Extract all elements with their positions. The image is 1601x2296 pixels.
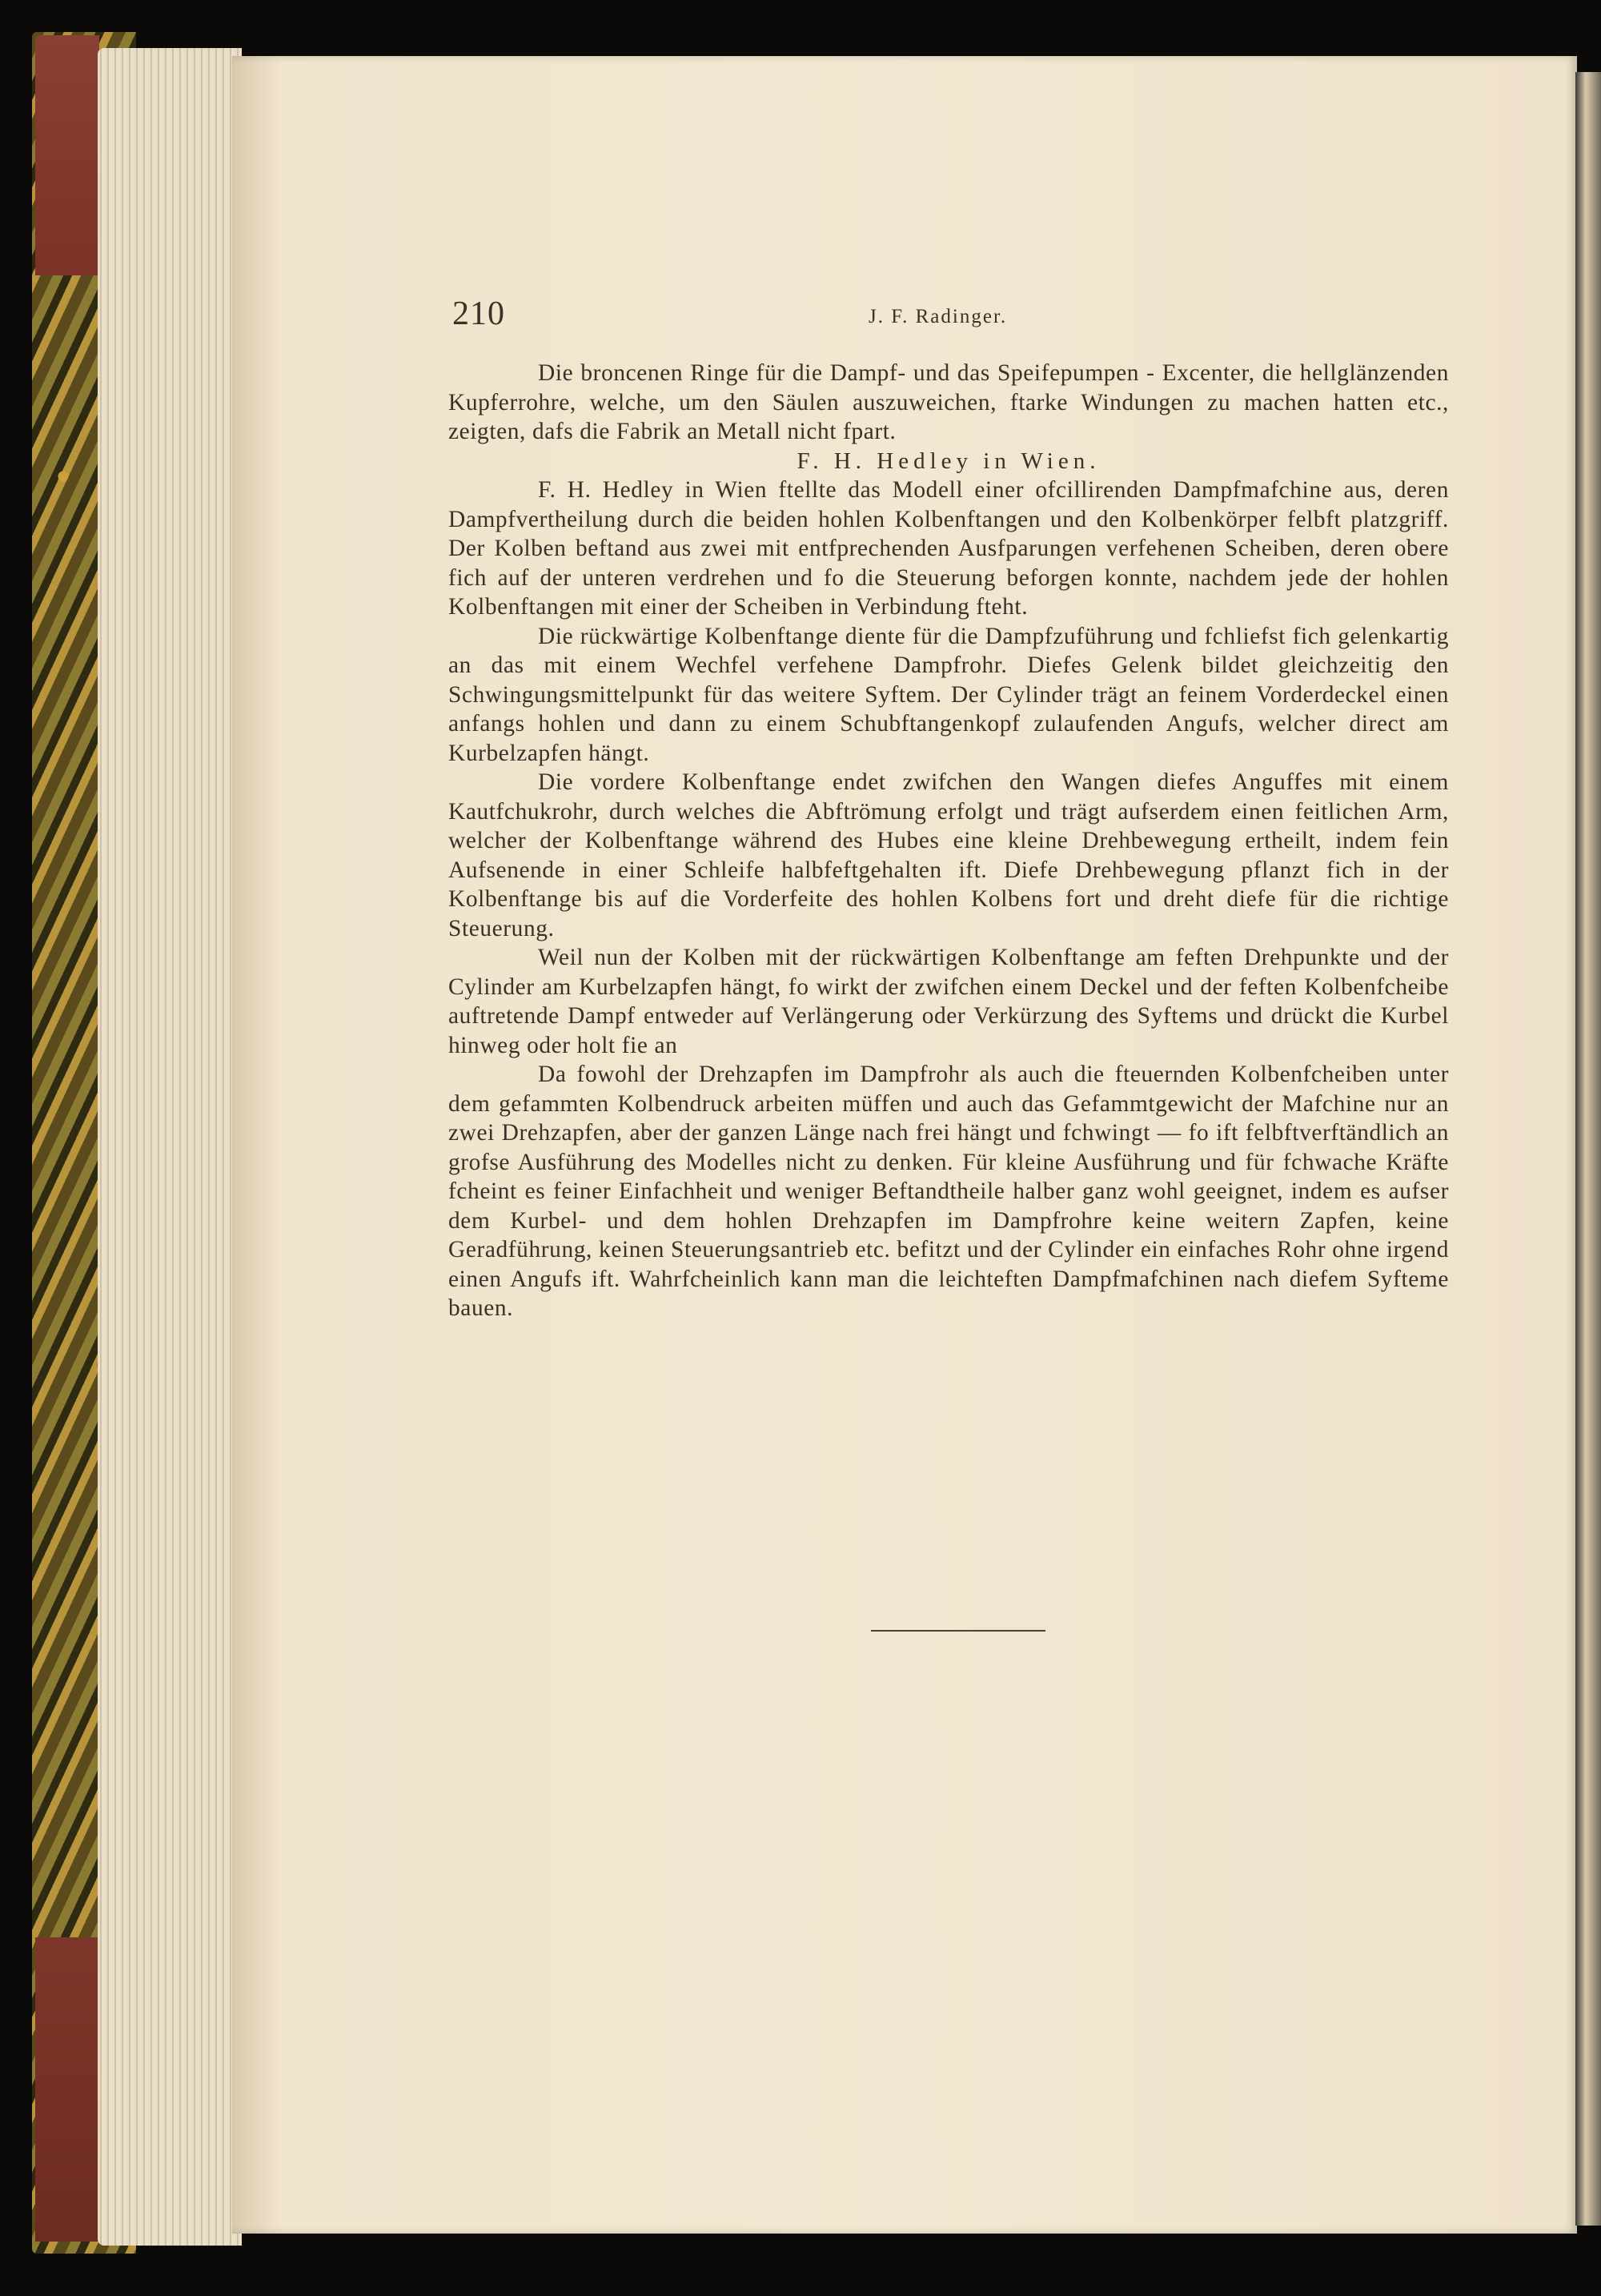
section-title: F. H. Hedley in Wien. (796, 448, 1101, 474)
paragraph: Die rückwärtige Kolbenftange diente für die Dampfzuführung und fchliefst fich gelenkartig an das mit einem Wechfel verfehene Dampfrohr. Diefes Gelenk bildet gleichzeitig den Schwingungsmittelpunkt für das weitere Syftem. Der Cylinder trägt an feinem Vorderdeckel einen anfangs hohlen und dann zu einem Schubftangenkopf zulaufenden Angufs, welcher direct am Kurbelzapfen hängt. (448, 623, 1449, 766)
page-number: 210 (452, 295, 505, 332)
page-header (452, 295, 1445, 343)
leather-corner-bottom (35, 1937, 99, 2242)
running-head: J. F. Radinger. (869, 306, 1008, 327)
paragraph: Die vordere Kolbenftange endet zwifchen den Wangen diefes Anguffes mit einem Kautfchukrohr, durch welches die Abftrömung erfolgt und trägt aufserdem einen feitlichen Arm, welcher der Kolbenftange während des Hubes eine kleine Drehbewegung ertheilt, indem fein Aufsenende in einer Schleife halbfeftgehalten ift. Diefe Drehbewegung pflanzt fich in der Kolbenftange bis auf die Vorderfeite des hohlen Kolbens fort und dreht diefe für die richtige Steuerung. (448, 769, 1449, 941)
body-text (448, 359, 1449, 1323)
paragraph: Weil nun der Kolben mit der rückwärtigen Kolbenftange am feften Drehpunkte und der Cylinder am Kurbelzapfen hängt, fo wirkt der zwifchen einem Deckel und der feften Kolbenfcheibe auftretende Dampf entweder auf Verlängerung oder Verkürzung des Syftems und drückt die Kurbel hinweg oder holt fie an (448, 945, 1449, 1058)
facing-page-edge (1575, 72, 1601, 2226)
closing-rule (871, 1630, 1045, 1632)
intro-paragraph: Die broncenen Ringe für die Dampf- und das Speifepumpen - Excenter, die hellglänzenden Kupferrohre, welche, um den Säulen auszuweichen, ftarke Windungen zu machen hatten etc., zeigten, dafs die Fabrik an Metall nicht fpart. (448, 360, 1449, 444)
page-stack-edge (98, 48, 242, 2246)
paragraph: F. H. Hedley in Wien ftellte das Modell einer ofcillirenden Dampfmafchine aus, deren Dampfvertheilung durch die beiden hohlen Kolbenftangen und den Kolbenkörper felbft platzgriff. Der Kolben beftand aus zwei mit entfprechenden Ausfparungen verfehenen Scheiben, deren obere fich auf der unteren verdrehen und fo die Steuerung beforgen konnte, nachdem jede der hohlen Kolbenftangen mit einer der Scheiben in Verbindung fteht. (448, 477, 1449, 620)
paragraph: Da fowohl der Drehzapfen im Dampfrohr als auch die fteuernden Kolbenfcheiben unter dem gefammten Kolbendruck arbeiten müffen und auch das Gefammtgewicht der Mafchine nur an zwei Drehzapfen, aber der ganzen Länge nach frei hängt und fchwingt — fo ift felbftverftändlich an grofse Ausführung des Modelles nicht zu denken. Für kleine Ausführung und für fchwache Kräfte fcheint es feiner Einfachheit und weniger Beftandtheile halber ganz wohl geeignet, indem es aufser dem Kurbel- und dem hohlen Drehzapfen im Dampfrohre keine weitern Zapfen, keine Geradführung, keinen Steuerungsantrieb etc. befitzt und der Cylinder ein einfaches Rohr ohne irgend einen Angufs ift. Wahrfcheinlich kann man die leichteften Dampfmafchinen nach diefem Syfteme bauen. (448, 1062, 1449, 1321)
leather-corner-top (35, 35, 99, 275)
